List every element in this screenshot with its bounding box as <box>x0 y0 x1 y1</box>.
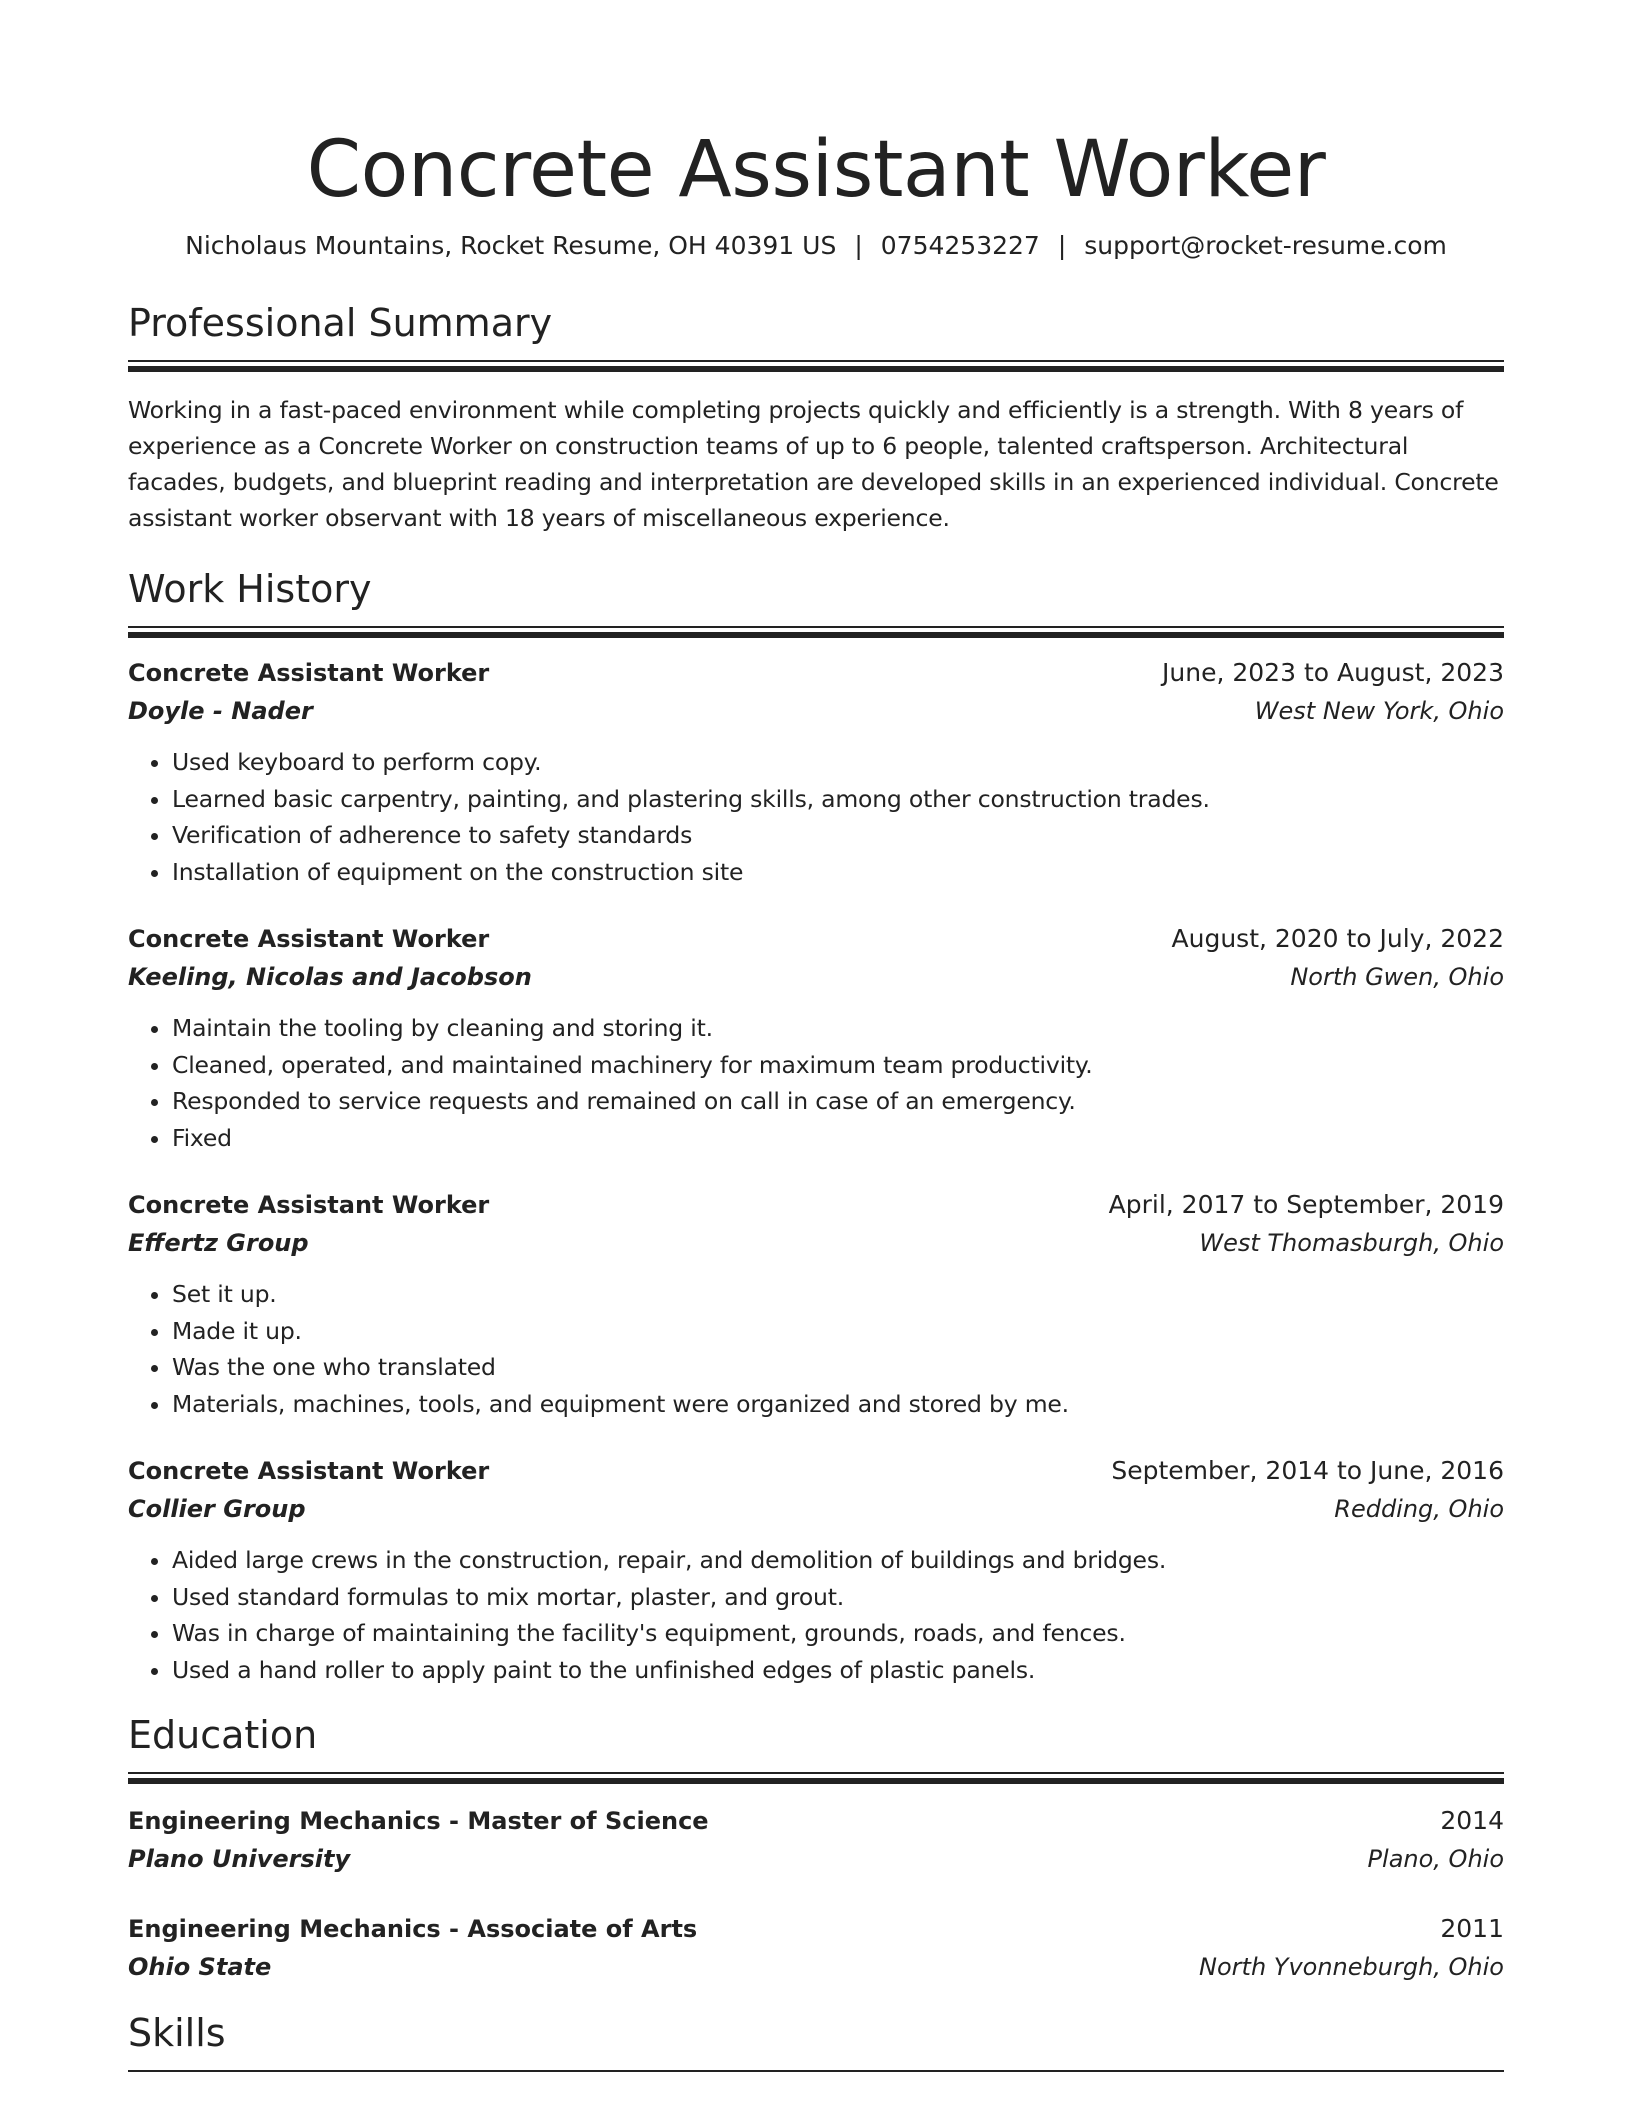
job-bullets <box>128 1276 1504 1422</box>
job-company: Doyle - Nader <box>128 697 313 725</box>
job-title: Concrete Assistant Worker <box>128 659 490 687</box>
job-bullet: • Was the one who translated <box>172 1349 1504 1386</box>
section-divider <box>128 2070 1504 2072</box>
education-entry <box>128 1802 1504 1878</box>
education-year: 2014 <box>1440 1806 1504 1835</box>
section-divider <box>128 1772 1504 1784</box>
job-bullet: • Used a hand roller to apply paint to the unfinished edges of plastic panels. <box>172 1652 1504 1689</box>
contact-phone: 0754253227 <box>880 231 1040 260</box>
section-divider <box>128 360 1504 372</box>
job-bullet: • Used standard formulas to mix mortar, plaster, and grout. <box>172 1579 1504 1616</box>
education-degree: Engineering Mechanics - Associate of Arts <box>128 1915 698 1943</box>
job-bullet: • Installation of equipment on the construction site <box>172 854 1504 891</box>
job-location: North Gwen, Ohio <box>1290 963 1504 991</box>
education-year: 2011 <box>1440 1914 1504 1943</box>
job-bullet: • Was in charge of maintaining the facility's equipment, grounds, roads, and fences. <box>172 1615 1504 1652</box>
job-title: Concrete Assistant Worker <box>128 925 490 953</box>
job-company: Effertz Group <box>128 1229 309 1257</box>
candidate-name: Concrete Assistant Worker <box>306 125 1326 215</box>
contact-email: support@rocket-resume.com <box>1084 231 1447 260</box>
job-title: Concrete Assistant Worker <box>128 1457 490 1485</box>
job-company: Keeling, Nicolas and Jacobson <box>128 963 532 991</box>
section-divider <box>128 626 1504 638</box>
job-entry <box>128 920 1504 1156</box>
education-section <box>128 1710 1504 1986</box>
job-bullet: • Responded to service requests and remained on call in case of an emergency. <box>172 1083 1504 1120</box>
job-bullet: • Cleaned, operated, and maintained machinery for maximum team productivity. <box>172 1047 1504 1084</box>
job-bullet: • Fixed <box>172 1120 1504 1157</box>
job-dates: August, 2020 to July, 2022 <box>1171 924 1504 953</box>
job-bullets <box>128 744 1504 890</box>
job-bullet: • Learned basic carpentry, painting, and plastering skills, among other construction trades. <box>172 781 1504 818</box>
job-bullet: • Used keyboard to perform copy. <box>172 744 1504 781</box>
summary-text: Working in a fast-paced environment while completing projects quickly and efficiently is a strength. With 8 years of experience as a Concrete Worker on construction teams of up to 6 people, talented craftsperson. Architectural facades, budgets, and blueprint reading and interpretation are developed skills in an experienced individual. Concrete assistant worker observant with 18 years of miscellaneous experience. <box>128 396 1499 532</box>
job-entry <box>128 1452 1504 1688</box>
job-bullets <box>128 1010 1504 1156</box>
job-title: Concrete Assistant Worker <box>128 1191 490 1219</box>
job-entry <box>128 654 1504 890</box>
job-bullets <box>128 1542 1504 1688</box>
job-dates: April, 2017 to September, 2019 <box>1108 1190 1504 1219</box>
job-location: West Thomasburgh, Ohio <box>1199 1229 1504 1257</box>
section-title-summary: Professional Summary <box>128 301 553 345</box>
summary-section <box>128 298 1504 536</box>
job-bullet: • Set it up. <box>172 1276 1504 1313</box>
section-title-education: Education <box>128 1713 318 1757</box>
job-company: Collier Group <box>128 1495 306 1523</box>
contact-separator: | <box>1057 231 1067 260</box>
job-bullet: • Verification of adherence to safety standards <box>172 817 1504 854</box>
resume-page <box>128 0 1504 2072</box>
contact-address: Nicholaus Mountains, Rocket Resume, OH 40391 US <box>185 231 837 260</box>
job-location: West New York, Ohio <box>1254 697 1504 725</box>
job-location: Redding, Ohio <box>1334 1495 1504 1523</box>
section-title-work-history: Work History <box>128 567 372 611</box>
section-title-skills: Skills <box>128 2011 226 2055</box>
job-dates: June, 2023 to August, 2023 <box>1162 658 1504 687</box>
education-location: North Yvonneburgh, Ohio <box>1199 1953 1504 1981</box>
job-bullet: • Maintain the tooling by cleaning and storing it. <box>172 1010 1504 1047</box>
education-school: Plano University <box>128 1845 351 1873</box>
education-location: Plano, Ohio <box>1367 1845 1504 1873</box>
contact-line <box>128 228 1504 264</box>
job-bullet: • Materials, machines, tools, and equipment were organized and stored by me. <box>172 1386 1504 1423</box>
job-dates: September, 2014 to June, 2016 <box>1111 1456 1504 1485</box>
contact-separator: | <box>854 231 863 260</box>
education-school: Ohio State <box>128 1953 272 1981</box>
work-history-section <box>128 564 1504 1688</box>
education-entry <box>128 1910 1504 1986</box>
skills-section <box>128 2008 1504 2072</box>
job-bullet: • Aided large crews in the construction, repair, and demolition of buildings and bridges. <box>172 1542 1504 1579</box>
job-bullet: • Made it up. <box>172 1313 1504 1350</box>
job-entry <box>128 1186 1504 1422</box>
education-degree: Engineering Mechanics - Master of Science <box>128 1807 709 1835</box>
